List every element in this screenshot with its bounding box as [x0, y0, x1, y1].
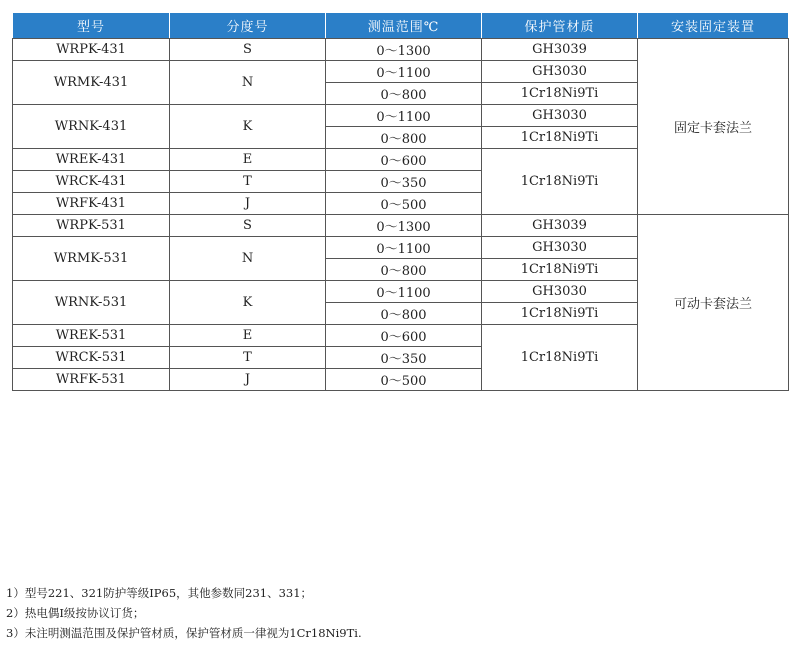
header-model: 型号 — [13, 13, 170, 39]
material-cell: GH3039 — [482, 39, 638, 61]
material-cell: GH3030 — [482, 61, 638, 83]
range-cell: 0～500 — [326, 369, 482, 391]
range-cell: 0～800 — [326, 127, 482, 149]
graduation-cell: J — [170, 369, 326, 391]
note-3: 3）未注明测温范围及保护管材质，保护管材质一律视为1Cr18Ni9Ti. — [6, 626, 362, 640]
note-2: 2）热电偶I级按协议订货； — [6, 606, 145, 620]
material-cell: 1Cr18Ni9Ti — [482, 259, 638, 281]
range-cell: 0～1100 — [326, 237, 482, 259]
graduation-cell: T — [170, 171, 326, 193]
material-cell: GH3039 — [482, 215, 638, 237]
header-graduation: 分度号 — [170, 13, 326, 39]
range-cell: 0～500 — [326, 193, 482, 215]
material-cell: GH3030 — [482, 105, 638, 127]
notes — [6, 583, 362, 643]
table-body — [13, 39, 789, 391]
graduation-cell: J — [170, 193, 326, 215]
material-cell: GH3030 — [482, 281, 638, 303]
header-mounting: 安装固定装置 — [638, 13, 789, 39]
model-cell: WRFK-431 — [13, 193, 170, 215]
range-cell: 0～800 — [326, 259, 482, 281]
model-cell: WRNK-531 — [13, 281, 170, 325]
range-cell: 0～600 — [326, 325, 482, 347]
range-cell: 0～1100 — [326, 281, 482, 303]
range-cell: 0～1100 — [326, 105, 482, 127]
graduation-cell: S — [170, 215, 326, 237]
graduation-cell: E — [170, 325, 326, 347]
range-cell: 0～350 — [326, 347, 482, 369]
mounting-cell: 可动卡套法兰 — [638, 215, 789, 391]
graduation-cell: E — [170, 149, 326, 171]
graduation-cell: K — [170, 281, 326, 325]
model-cell: WRFK-531 — [13, 369, 170, 391]
graduation-cell: N — [170, 237, 326, 281]
model-cell: WRNK-431 — [13, 105, 170, 149]
range-cell: 0～1100 — [326, 61, 482, 83]
material-cell: GH3030 — [482, 237, 638, 259]
range-cell: 0～800 — [326, 83, 482, 105]
model-cell: WRPK-431 — [13, 39, 170, 61]
range-cell: 0～600 — [326, 149, 482, 171]
material-cell: 1Cr18Ni9Ti — [482, 303, 638, 325]
model-cell: WRCK-431 — [13, 171, 170, 193]
table-header-row — [13, 13, 789, 39]
material-cell-shared: 1Cr18Ni9Ti — [482, 149, 638, 215]
material-cell: 1Cr18Ni9Ti — [482, 127, 638, 149]
graduation-cell: N — [170, 61, 326, 105]
range-cell: 0～1300 — [326, 39, 482, 61]
header-material: 保护管材质 — [482, 13, 638, 39]
note-1: 1）型号221、321防护等级IP65，其他参数同231、331； — [6, 586, 313, 600]
material-cell: 1Cr18Ni9Ti — [482, 83, 638, 105]
material-cell-shared: 1Cr18Ni9Ti — [482, 325, 638, 391]
mounting-cell: 固定卡套法兰 — [638, 39, 789, 215]
graduation-cell: K — [170, 105, 326, 149]
model-cell: WREK-531 — [13, 325, 170, 347]
header-range: 测温范围℃ — [326, 13, 482, 39]
range-cell: 0～1300 — [326, 215, 482, 237]
graduation-cell: S — [170, 39, 326, 61]
model-cell: WREK-431 — [13, 149, 170, 171]
graduation-cell: T — [170, 347, 326, 369]
model-cell: WRMK-431 — [13, 61, 170, 105]
model-cell: WRPK-531 — [13, 215, 170, 237]
range-cell: 0～350 — [326, 171, 482, 193]
range-cell: 0～800 — [326, 303, 482, 325]
model-cell: WRCK-531 — [13, 347, 170, 369]
spec-table — [12, 12, 789, 391]
model-cell: WRMK-531 — [13, 237, 170, 281]
